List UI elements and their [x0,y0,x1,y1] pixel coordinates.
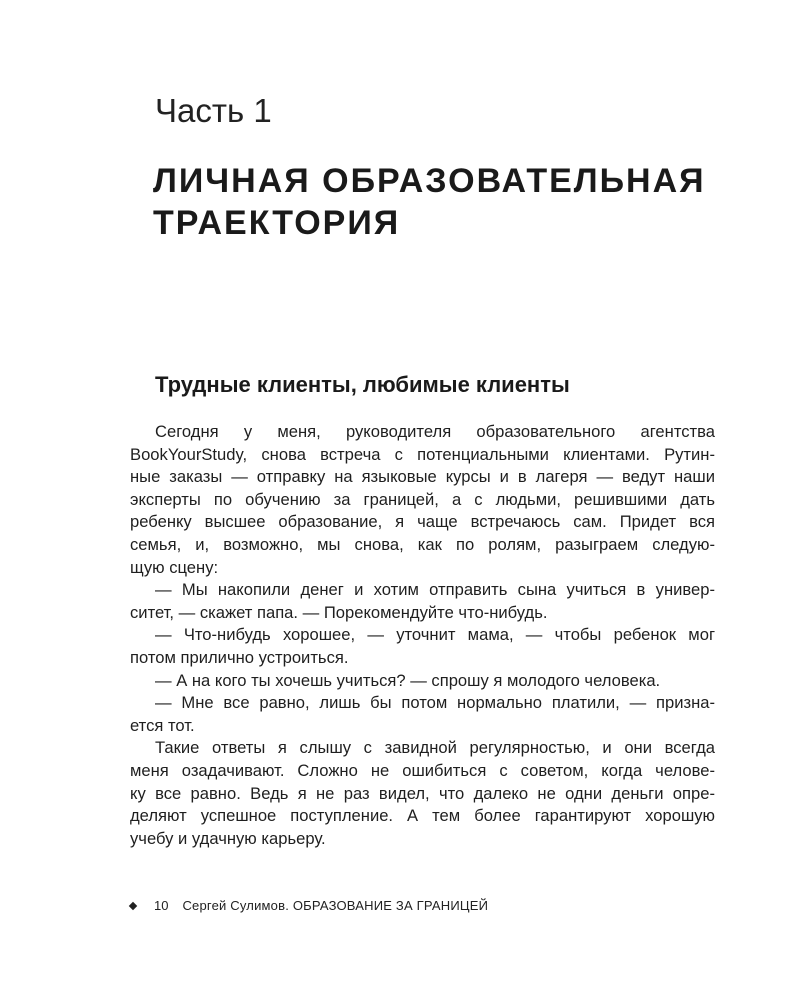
body-line: BookYourStudy, снова встреча с потенциальными клиентами. Рутин- [130,444,715,464]
body-line: — Мне все равно, лишь бы потом нормально платили, — призна- [155,693,715,713]
body-line: Такие ответы я слышу с завидной регулярностью, и они всегда [155,738,715,758]
body-text [130,421,715,850]
body-line: Сегодня у меня, руководителя образовательного агентства [155,422,715,441]
part-label: Часть 1 [155,92,272,129]
body-line: эксперты по обучению за границей, а с людьми, решившими дать [130,489,715,509]
diamond-bullet-icon [129,901,137,909]
body-line: деляют успешное поступление. А тем более гарантируют хорошую [130,806,715,826]
body-line: — Мы накопили денег и хотим отправить сына учиться в универ- [155,580,715,600]
body-line: меня озадачивают. Сложно не ошибиться с советом, когда челове- [130,760,715,780]
body-line: ется тот. [130,715,195,735]
body-line: потом прилично устроиться. [130,647,349,667]
page-number: 10 [154,898,169,913]
body-line: щую сцену: [130,557,219,577]
body-line: — А на кого ты хочешь учиться? — спрошу я молодого человека. [155,670,661,690]
part-title-line: ЛИЧНАЯ ОБРАЗОВАТЕЛЬНАЯ [153,162,706,200]
body-line: ребенку высшее образование, я чаще встречаюсь сам. Придет вся [130,512,715,532]
part-title [153,160,753,244]
section-heading: Трудные клиенты, любимые клиенты [155,372,570,397]
body-line: — Что-нибудь хорошее, — уточнит мама, — чтобы ребенок мог [155,625,715,645]
body-line: ситет, — скажет папа. — Порекомендуйте что-нибудь. [130,602,548,622]
body-line: семья, и, возможно, мы снова, как по ролям, разыграем следую- [130,534,715,554]
part-title-line: ТРАЕКТОРИЯ [153,204,401,242]
running-head: Сергей Сулимов. ОБРАЗОВАНИЕ ЗА ГРАНИЦЕЙ [182,898,489,913]
page-footer [130,898,488,913]
body-line: ку все равно. Ведь я не раз видел, что далеко не одни деньги опре- [130,783,715,803]
body-line: ные заказы — отправку на языковые курсы и в лагеря — ведут наши [130,467,715,487]
body-line: учебу и удачную карьеру. [130,828,326,848]
